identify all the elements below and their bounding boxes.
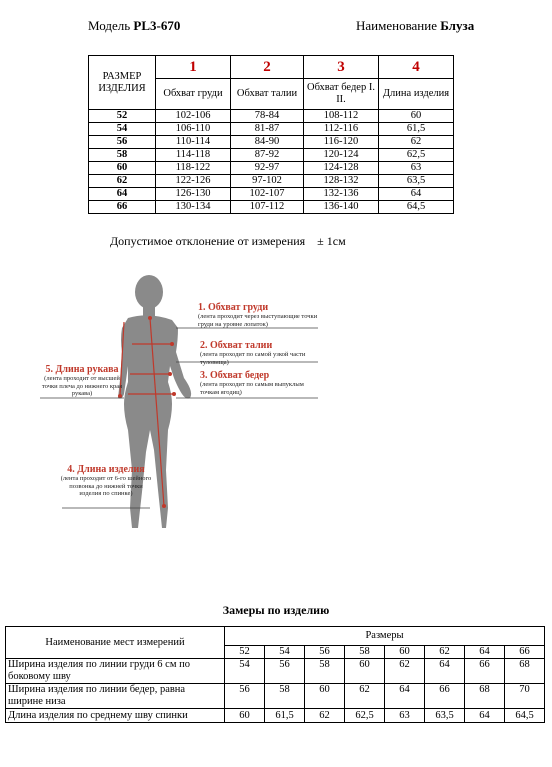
table-row bbox=[89, 175, 454, 188]
value-cell: 102-106 bbox=[156, 110, 231, 123]
name-line bbox=[356, 18, 474, 34]
column-header: Обхват талии bbox=[231, 79, 304, 110]
table-row bbox=[6, 709, 545, 723]
size-table-corner: РАЗМЕР ИЗДЕЛИЯ bbox=[89, 56, 156, 110]
value-cell: 107-112 bbox=[231, 201, 304, 214]
row-name: Ширина изделия по линии груди 6 см по боковому шву bbox=[6, 659, 225, 684]
name-value: Блуза bbox=[440, 18, 475, 33]
column-number: 1 bbox=[156, 56, 231, 79]
value-cell: 68 bbox=[505, 659, 545, 684]
value-cell: 60 bbox=[225, 709, 265, 723]
value-cell: 64,5 bbox=[379, 201, 454, 214]
value-cell: 116-120 bbox=[304, 136, 379, 149]
column-header: Обхват бедер I. II. bbox=[304, 79, 379, 110]
label-hips-title: 3. Обхват бедер bbox=[200, 370, 270, 381]
value-cell: 78-84 bbox=[231, 110, 304, 123]
value-cell: 120-124 bbox=[304, 149, 379, 162]
value-cell: 62 bbox=[305, 709, 345, 723]
value-cell: 64,5 bbox=[505, 709, 545, 723]
value-cell: 62,5 bbox=[379, 149, 454, 162]
size-cell: 66 bbox=[89, 201, 156, 214]
value-cell: 112-116 bbox=[304, 123, 379, 136]
name-header: Наименование мест измерений bbox=[6, 627, 225, 659]
row-name: Длина изделия по среднему шву спинки bbox=[6, 709, 225, 723]
value-cell: 114-118 bbox=[156, 149, 231, 162]
column-header: Обхват груди bbox=[156, 79, 231, 110]
sizes-header: Размеры bbox=[225, 627, 545, 646]
table-row bbox=[89, 149, 454, 162]
value-cell: 60 bbox=[379, 110, 454, 123]
model-label: Модель bbox=[88, 18, 131, 33]
size-header: 52 bbox=[225, 646, 265, 659]
table-row bbox=[6, 684, 545, 709]
size-header: 60 bbox=[385, 646, 425, 659]
value-cell: 64 bbox=[379, 188, 454, 201]
size-table bbox=[88, 55, 454, 214]
value-cell: 62 bbox=[345, 684, 385, 709]
column-number: 4 bbox=[379, 56, 454, 79]
value-cell: 62 bbox=[385, 659, 425, 684]
size-cell: 52 bbox=[89, 110, 156, 123]
value-cell: 63 bbox=[385, 709, 425, 723]
value-cell: 63 bbox=[379, 162, 454, 175]
label-chest-desc: (лента проходит через выступающие точки груди на уровне лопаток) bbox=[198, 313, 318, 328]
label-sleeve bbox=[40, 364, 124, 398]
value-cell: 81-87 bbox=[231, 123, 304, 136]
tolerance-note: Допустимое отклонение от измерения ± 1см bbox=[110, 234, 346, 248]
measure-table bbox=[5, 626, 545, 723]
label-length bbox=[60, 464, 152, 498]
table-row bbox=[89, 162, 454, 175]
column-number: 3 bbox=[304, 56, 379, 79]
value-cell: 92-97 bbox=[231, 162, 304, 175]
value-cell: 60 bbox=[305, 684, 345, 709]
value-cell: 132-136 bbox=[304, 188, 379, 201]
value-cell: 56 bbox=[225, 684, 265, 709]
value-cell: 58 bbox=[305, 659, 345, 684]
value-cell: 66 bbox=[425, 684, 465, 709]
label-sleeve-desc: (лента проходит от высшей точки плеча до нижнего края рукава) bbox=[41, 375, 123, 397]
label-hips bbox=[200, 370, 322, 396]
table-row bbox=[89, 188, 454, 201]
column-header: Длина изделия bbox=[379, 79, 454, 110]
label-chest-title: 1. Обхват груди bbox=[198, 302, 269, 313]
size-header: 66 bbox=[505, 646, 545, 659]
value-cell: 64 bbox=[385, 684, 425, 709]
label-sleeve-title: 5. Длина рукава bbox=[45, 364, 119, 375]
size-cell: 62 bbox=[89, 175, 156, 188]
value-cell: 63,5 bbox=[379, 175, 454, 188]
value-cell: 66 bbox=[465, 659, 505, 684]
measure-table-title: Замеры по изделию bbox=[222, 603, 330, 617]
size-header: 62 bbox=[425, 646, 465, 659]
value-cell: 62 bbox=[379, 136, 454, 149]
value-cell: 61,5 bbox=[379, 123, 454, 136]
table-row bbox=[89, 110, 454, 123]
label-waist-title: 2. Обхват талии bbox=[200, 340, 273, 351]
value-cell: 108-112 bbox=[304, 110, 379, 123]
value-cell: 58 bbox=[265, 684, 305, 709]
value-cell: 124-128 bbox=[304, 162, 379, 175]
size-cell: 58 bbox=[89, 149, 156, 162]
value-cell: 64 bbox=[465, 709, 505, 723]
table-row bbox=[89, 201, 454, 214]
label-hips-desc: (лента проходит по самым выпуклым точкам ягодиц) bbox=[200, 381, 304, 396]
value-cell: 60 bbox=[345, 659, 385, 684]
label-length-desc: (лента проходит от 6-го шейного позвонка до нижней точки изделия по спинке) bbox=[60, 475, 152, 497]
value-cell: 87-92 bbox=[231, 149, 304, 162]
value-cell: 122-126 bbox=[156, 175, 231, 188]
value-cell: 64 bbox=[425, 659, 465, 684]
value-cell: 110-114 bbox=[156, 136, 231, 149]
size-cell: 56 bbox=[89, 136, 156, 149]
table-row bbox=[89, 123, 454, 136]
value-cell: 84-90 bbox=[231, 136, 304, 149]
size-header: 56 bbox=[305, 646, 345, 659]
value-cell: 97-102 bbox=[231, 175, 304, 188]
size-header: 54 bbox=[265, 646, 305, 659]
value-cell: 63,5 bbox=[425, 709, 465, 723]
label-length-title: 4. Длина изделия bbox=[67, 464, 145, 475]
label-chest bbox=[198, 302, 328, 328]
value-cell: 118-122 bbox=[156, 162, 231, 175]
value-cell: 126-130 bbox=[156, 188, 231, 201]
name-label: Наименование bbox=[356, 18, 437, 33]
value-cell: 102-107 bbox=[231, 188, 304, 201]
value-cell: 128-132 bbox=[304, 175, 379, 188]
value-cell: 68 bbox=[465, 684, 505, 709]
value-cell: 56 bbox=[265, 659, 305, 684]
model-line bbox=[88, 18, 180, 34]
size-cell: 60 bbox=[89, 162, 156, 175]
value-cell: 130-134 bbox=[156, 201, 231, 214]
column-number: 2 bbox=[231, 56, 304, 79]
table-row bbox=[89, 136, 454, 149]
size-header: 64 bbox=[465, 646, 505, 659]
value-cell: 62,5 bbox=[345, 709, 385, 723]
value-cell: 136-140 bbox=[304, 201, 379, 214]
value-cell: 70 bbox=[505, 684, 545, 709]
size-header: 58 bbox=[345, 646, 385, 659]
measurement-figure bbox=[0, 270, 552, 540]
value-cell: 54 bbox=[225, 659, 265, 684]
value-cell: 106-110 bbox=[156, 123, 231, 136]
size-cell: 64 bbox=[89, 188, 156, 201]
label-waist bbox=[200, 340, 318, 366]
model-value: PL3-670 bbox=[133, 18, 181, 33]
value-cell: 61,5 bbox=[265, 709, 305, 723]
row-name: Ширина изделия по линии бедер, равна ширине низа bbox=[6, 684, 225, 709]
table-row bbox=[6, 659, 545, 684]
label-waist-desc: (лента проходит по самой узкой части туловища) bbox=[200, 351, 306, 366]
size-cell: 54 bbox=[89, 123, 156, 136]
